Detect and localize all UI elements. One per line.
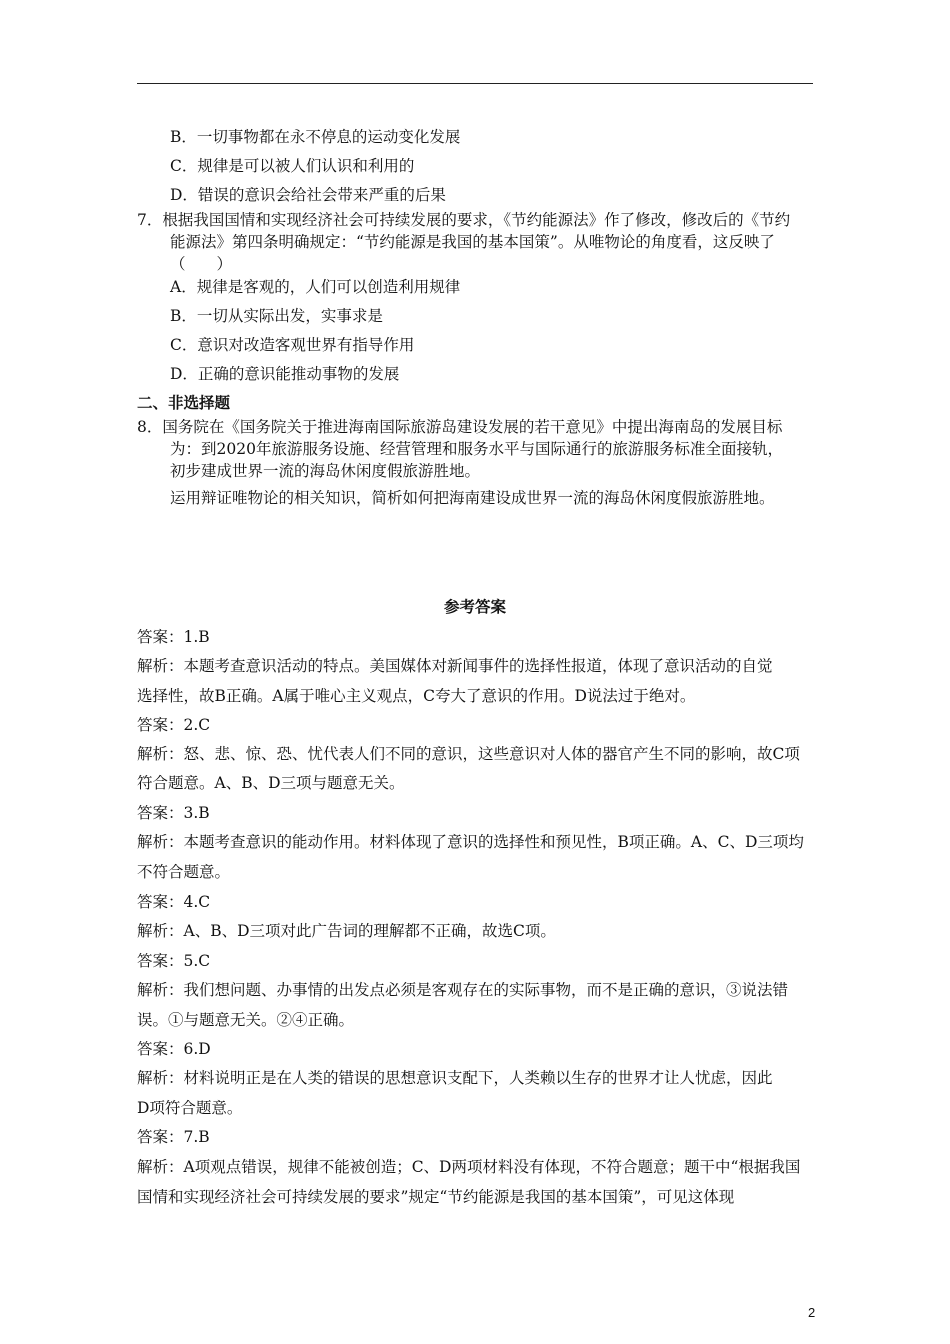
q6-option-b: B．一切事物都在永不停息的运动变化发展 [170, 128, 461, 146]
answer-line: 答案：3.B [137, 804, 210, 822]
answer-line: 答案：2.C [137, 716, 211, 734]
page-number: 2 [808, 1305, 816, 1320]
q7-stem-line-2: 能源法》第四条明确规定：“节约能源是我国的基本国策”。从唯物论的角度看，这反映了 [170, 233, 775, 251]
section-2-title: 二、非选择题 [137, 394, 231, 412]
answer-line: 答案：5.C [137, 952, 211, 970]
answer-line: D项符合题意。 [137, 1099, 243, 1117]
q7-stem-line-3: （ ） [170, 255, 233, 273]
q6-option-c: C．规律是可以被人们认识和利用的 [170, 157, 415, 175]
q8-stem-line-1: 8．国务院在《国务院关于推进海南国际旅游岛建设发展的若干意见》中提出海南岛的发展目标 [137, 418, 783, 436]
q6-option-d: D．错误的意识会给社会带来严重的后果 [170, 186, 446, 204]
q8-stem-line-2: 为：到2020年旅游服务设施、经营管理和服务水平与国际通行的旅游服务标准全面接轨， [170, 440, 783, 458]
answer-line: 答案：7.B [137, 1128, 210, 1146]
answer-line: 解析：本题考查意识的能动作用。材料体现了意识的选择性和预见性，B项正确。A、C、D三项均 [137, 833, 804, 851]
answer-line: 解析：A项观点错误，规律不能被创造；C、D两项材料没有体现，不符合题意；题干中“根据我国 [137, 1158, 801, 1176]
q8-question: 运用辩证唯物论的相关知识，简析如何把海南建设成世界一流的海岛休闲度假旅游胜地。 [170, 489, 775, 507]
q7-stem-line-1: 7．根据我国国情和实现经济社会可持续发展的要求，《节约能源法》作了修改，修改后的《节约 [137, 211, 791, 229]
answer-line: 答案：4.C [137, 893, 211, 911]
answer-line: 答案：1.B [137, 628, 210, 646]
q7-option-d: D．正确的意识能推动事物的发展 [170, 365, 400, 383]
q8-stem-line-3: 初步建成世界一流的海岛休闲度假旅游胜地。 [170, 462, 481, 480]
answer-line: 国情和实现经济社会可持续发展的要求”规定“节约能源是我国的基本国策”，可见这体现 [137, 1188, 735, 1206]
answer-line: 误。①与题意无关。②④正确。 [137, 1011, 355, 1029]
answer-line: 选择性，故B正确。A属于唯心主义观点，C夸大了意识的作用。D说法过于绝对。 [137, 687, 696, 705]
answer-line: 符合题意。A、B、D三项与题意无关。 [137, 774, 405, 792]
answer-line: 解析：我们想问题、办事情的出发点必须是客观存在的实际事物，而不是正确的意识，③说法错 [137, 981, 789, 999]
answer-line: 答案：6.D [137, 1040, 211, 1058]
answers-title: 参考答案 [443, 598, 506, 616]
q7-option-a: A．规律是客观的，人们可以创造利用规律 [170, 278, 461, 296]
q7-option-c: C．意识对改造客观世界有指导作用 [170, 336, 415, 354]
answer-line: 解析：怒、悲、惊、恐、忧代表人们不同的意识，这些意识对人体的器官产生不同的影响，故C项 [137, 745, 800, 763]
answer-line: 不符合题意。 [137, 863, 231, 881]
answer-line: 解析：材料说明正是在人类的错误的思想意识支配下，人类赖以生存的世界才让人忧虑，因此 [137, 1069, 773, 1087]
q7-option-b: B．一切从实际出发，实事求是 [170, 307, 383, 325]
answer-line: 解析：本题考查意识活动的特点。美国媒体对新闻事件的选择性报道，体现了意识活动的自觉 [137, 657, 773, 675]
answer-line: 解析：A、B、D三项对此广告词的理解都不正确，故选C项。 [137, 922, 556, 940]
header-rule [137, 83, 813, 84]
